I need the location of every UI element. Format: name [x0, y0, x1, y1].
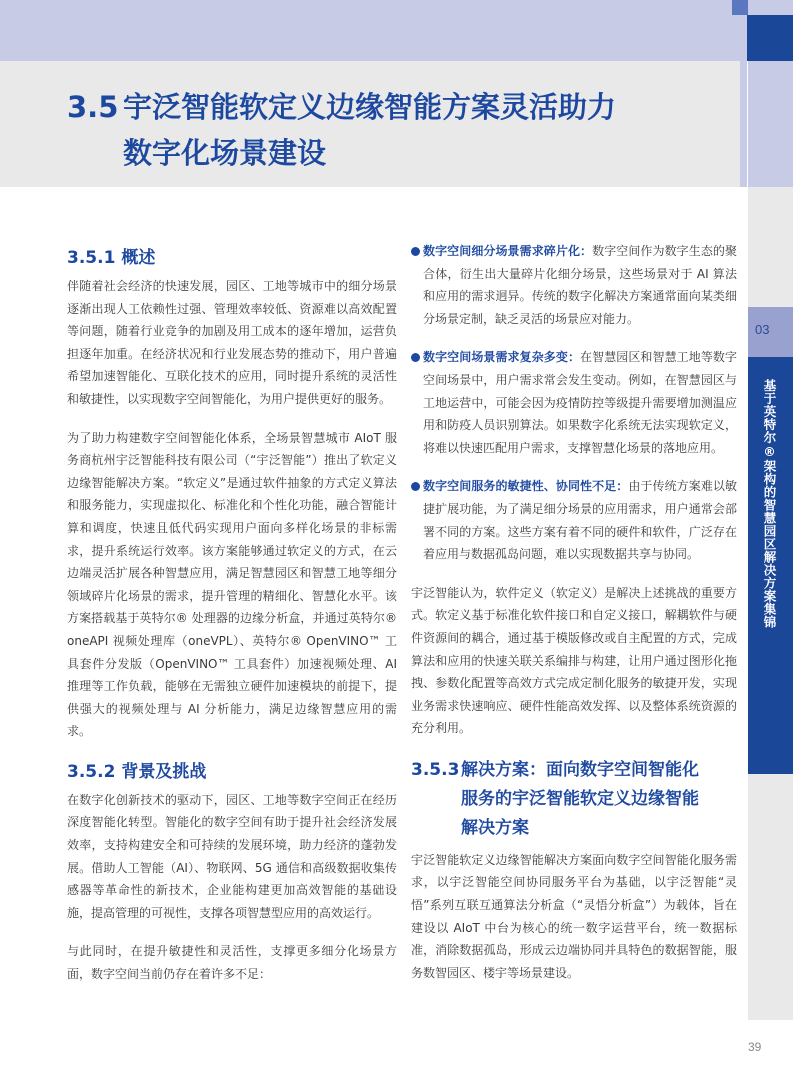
- page-title: [67, 84, 667, 176]
- bullet-text: 数字空间作为数字生态的聚合体，衍生出大量碎片化细分场景，这些场景对于 AI 算法和应用的需求迥异。传统的数字化解决方案通常面向某类细分场景定制，缺乏灵活的场景应对能力。: [423, 244, 737, 326]
- bullet-dot-icon: [411, 247, 420, 256]
- sidebar-chapter-title-block: [748, 357, 793, 774]
- heading-line-2: 服务的宇泛智能软定义边缘智能: [461, 788, 699, 809]
- paragraph: 在数字化创新技术的驱动下，园区、工地等数字空间正在经历深度智能化转型。智能化的数字空间有助于提升社会经济发展效率，支持构建安全和可持续的发展环境，助力经济的蓬勃发展。借助人工智能（AI）、物联网、5G 通信和高级数据收集传感器等革命性的新技术，企业能构建更加高效智能的基础设施，提高管理的可视性，支撑各项智慧型应用的高效运行。: [67, 792, 397, 920]
- heading-line-3: 解决方案: [461, 817, 529, 838]
- bullet-title: 数字空间场景需求复杂多变：: [423, 350, 581, 365]
- sidebar-gray-block-lower: [748, 774, 793, 1020]
- bullet-text: 在智慧园区和智慧工地等数字空间场景中，用户需求常会发生变动。例如，在智慧园区与工地运营中，可能会因为疫情防控等级提升需要增加测温应用和防疫人员识别算法。如果数字化系统无法实现软定义，将难以快速匹配用户需求，支撑智慧化场景的落地应用。: [423, 350, 737, 455]
- heading-3-5-2: 3.5.2 背景及挑战: [67, 761, 207, 782]
- header-top-band: [0, 0, 747, 61]
- left-column: [67, 245, 397, 1002]
- challenge-bullet: [411, 475, 737, 565]
- heading-3-5-1: 3.5.1 概述: [67, 248, 156, 268]
- heading-line-1: 解决方案：面向数字空间智能化: [461, 759, 699, 780]
- bullet-text: 由于传统方案难以敏捷扩展功能，为了满足细分场景的应用需求，用户通常会部署不同的方案。这些方案有着不同的硬件和软件，广泛存在着应用与数据孤岛问题，难以实现数据共享与协同。: [423, 479, 737, 562]
- challenge-bullet: [411, 346, 737, 459]
- heading-number: 3.5.3: [411, 759, 460, 780]
- corner-accent-square: [732, 0, 748, 15]
- chapter-number: 03: [755, 322, 770, 337]
- corner-top-right-band: [748, 0, 793, 15]
- paragraph: 为了助力构建数字空间智能化体系，全场景智慧城市 AIoT 服务商杭州宇泛智能科技有限公司（“宇泛智能”）推出了软定义边缘智能解决方案。“软定义”是通过软件抽象的方式定义算法和服务能力，实现虚拟化、标准化和个性化功能，融合智能计算和调度，快速且低代码实现用户面向多样化场景的非标需求，提升系统运行效率。该方案能够通过软定义的方式，在云边端灵活扩展各种智慧应用，满足智慧园区和智慧工地等细分领域碎片化场景的需求，提升管理的精细化、智慧化水平。该方案搭载基于英特尔® 处理器的边缘分析盒，并通过英特尔® oneAPI 视频处理库（oneVPL）、英特尔® OpenVINO™ 工具套件分发版（OpenVINO™ 工具套件）加速视频处理、AI 推理等工作负载，能够在无需独立硬件加速模块的前提下，提供强大的视频处理与 AI 分析能力，满足边缘智慧应用的需求。: [67, 430, 397, 739]
- chapter-tab[interactable]: [748, 307, 793, 357]
- title-line-2: 数字化场景建设: [123, 136, 327, 170]
- title-line-1: 宇泛智能软定义边缘智能方案灵活助力: [123, 90, 617, 124]
- sidebar-gray-block: [748, 187, 793, 307]
- bullet-title: 数字空间服务的敏捷性、协同性不足：: [423, 479, 629, 494]
- right-column: [411, 240, 737, 1000]
- paragraph: 宇泛智能软定义边缘智能解决方案面向数字空间智能化服务需求，以宇泛智能空间协同服务平台为基础，以宇泛智能“灵悟”系列互联互通算法分析盒（“灵悟分析盒”）为载体，旨在建设以 AIoT 中台为核心的统一数字运营平台，统一数据标准，消除数据孤岛，形成云边端协同并具特色的数据智能，服务数智园区、楼宇等场景建设。: [411, 852, 737, 980]
- sidebar-lavender-block: [748, 61, 793, 187]
- paragraph: 伴随着社会经济的快速发展，园区、工地等城市中的细分场景逐渐出现人工依赖性过强、管理效率较低、资源难以高效配置等问题，随着行业竞争的加剧及用工成本的逐年增加，运营负担逐年加重。在经济状况和行业发展态势的推动下，用户普遍希望加速智能化、互联化技术的应用，同时提升系统的灵活性和敏捷性，以实现数字空间智能化，为用户提供更好的服务。: [67, 279, 397, 406]
- bullet-dot-icon: [411, 482, 420, 491]
- paragraph: 与此同时，在提升敏捷性和灵活性，支撑更多细分化场景方面，数字空间当前仍存在着许多不足：: [67, 944, 397, 982]
- bullet-dot-icon: [411, 353, 420, 362]
- sidebar-vertical-title: 基于英特尔®架构的智慧园区解决方案集锦: [762, 379, 777, 629]
- heading-3-5-3: [411, 756, 737, 843]
- page-number: 39: [748, 1040, 762, 1054]
- paragraph: 宇泛智能认为，软件定义（软定义）是解决上述挑战的重要方式。软定义基于标准化软件接口和自定义接口，解耦软件与硬件资源间的耦合，通过基于模版修改或自主配置的方式，完成算法和应用的快速关联关系编排与构建，让用户通过图形化拖拽、参数化配置等高效方式完成定制化服务的敏捷开发，实现业务需求快速响应、硬件性能高效发挥、以及整体系统资源的充分利用。: [411, 585, 737, 736]
- section-number: 3.5: [67, 90, 119, 124]
- title-band-edge: [740, 61, 747, 187]
- bullet-title: 数字空间细分场景需求碎片化：: [423, 244, 593, 258]
- challenge-bullet: [411, 240, 737, 330]
- corner-dark-block: [747, 15, 793, 61]
